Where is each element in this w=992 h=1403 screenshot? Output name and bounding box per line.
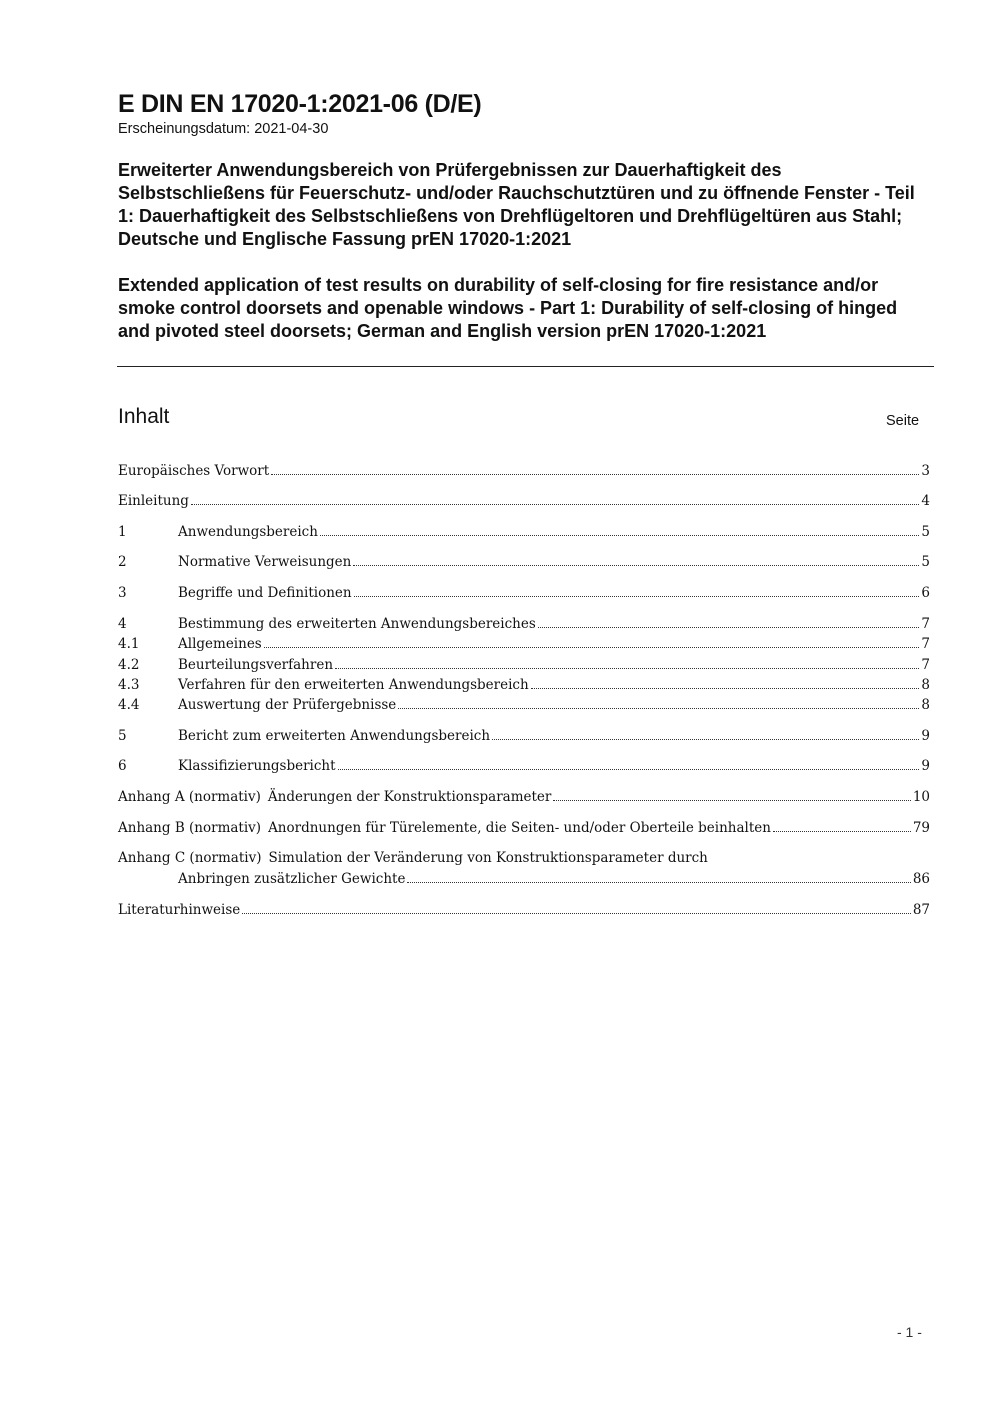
toc-entry-page: 8	[921, 677, 930, 693]
toc-page-label: Seite	[886, 413, 920, 429]
toc-entry-page: 5	[921, 554, 930, 570]
toc-entry-page: 86	[912, 871, 930, 887]
toc-entry-page: 9	[921, 728, 930, 744]
toc-entry[interactable]	[118, 697, 930, 717]
toc-leader	[407, 882, 910, 883]
toc-leader	[264, 647, 920, 648]
toc-leader	[773, 831, 911, 832]
toc-entry-page: 8	[921, 697, 930, 713]
toc-entry-label: Normative Verweisungen	[178, 554, 352, 570]
toc-entry-page: 7	[921, 657, 930, 673]
toc-entry[interactable]	[118, 789, 930, 809]
toc-entry[interactable]	[118, 728, 930, 748]
toc-entry-label: Klassifizierungsbericht	[178, 758, 336, 774]
toc-entry[interactable]	[118, 463, 930, 483]
toc-entry-page: 10	[912, 789, 930, 805]
toc-entry-page: 7	[921, 636, 930, 652]
toc-entry[interactable]	[118, 657, 930, 677]
toc-leader	[191, 504, 919, 505]
toc-entry[interactable]	[118, 902, 930, 922]
toc-entry-label: Begriffe und Definitionen	[178, 585, 352, 601]
toc-leader	[335, 668, 919, 669]
toc-entry-number: 4.3	[118, 677, 140, 693]
toc-entry-label: Allgemeines	[178, 636, 262, 652]
toc-entry-label: Simulation der Veränderung von Konstruktionsparameter durch	[268, 850, 708, 866]
toc-entry-label: Verfahren für den erweiterten Anwendungsbereich	[178, 677, 529, 693]
toc-leader	[338, 769, 920, 770]
toc-entry-number: 4.2	[118, 657, 140, 673]
title-english: Extended application of test results on durability of self-closing for fire resistance and/or smoke control doorsets and openable windows - Part 1: Durability of self-closing of hinged and pivoted steel doorsets; German and English version prEN 17020-1:2021	[118, 275, 898, 341]
toc-entry-page: 79	[912, 820, 930, 836]
toc-entry-page: 87	[912, 902, 930, 918]
toc-entry-number: 5	[118, 728, 127, 744]
title-german: Erweiterter Anwendungsbereich von Prüfergebnissen zur Dauerhaftigkeit des Selbstschließens für Feuerschutz- und/oder Rauchschutztüren und zu öffnende Fenster - Teil 1: Dauerhaftigkeit des Selbstschließens von Drehflügeltoren und Drehflügeltüren aus Stahl; Deutsche und Englische Fassung prEN 17020-1:2021	[118, 160, 915, 249]
toc-entry-label: Anordnungen für Türelemente, die Seiten- und/oder Oberteile beinhalten	[268, 820, 771, 836]
toc-entry-number: 1	[118, 524, 127, 540]
toc-leader	[271, 474, 919, 475]
toc-entry-label: Änderungen der Konstruktionsparameter	[267, 789, 552, 805]
toc-entry-number: Anhang C (normativ)	[118, 850, 262, 866]
toc-entry-page: 4	[921, 493, 930, 509]
toc-entry-page: 5	[921, 524, 930, 540]
toc-entry-page: 6	[921, 585, 930, 601]
toc-entry-page: 9	[921, 758, 930, 774]
toc-leader	[320, 535, 919, 536]
toc-entry[interactable]	[118, 758, 930, 778]
toc-entry-number: Anhang B (normativ)	[118, 820, 262, 836]
toc-entry[interactable]	[118, 493, 930, 513]
toc-entry-label: Einleitung	[118, 493, 189, 509]
toc-entry-number: Anhang A (normativ)	[118, 789, 261, 805]
toc-entry-label-continued: Anbringen zusätzlicher Gewichte	[178, 871, 406, 887]
toc-leader	[242, 913, 911, 914]
title-divider	[117, 366, 934, 367]
toc-entry[interactable]	[118, 524, 930, 544]
toc-entry-number: 4.1	[118, 636, 140, 652]
toc-entry[interactable]	[118, 636, 930, 656]
toc-entry-label: Auswertung der Prüfergebnisse	[178, 697, 397, 713]
toc-leader	[531, 688, 920, 689]
toc-entry-number: 6	[118, 758, 127, 774]
toc-leader	[353, 565, 919, 566]
page-number: - 1 -	[897, 1324, 922, 1340]
toc-entry-number: 4.4	[118, 697, 140, 713]
toc-entry-number: 2	[118, 554, 127, 570]
toc-leader	[398, 708, 919, 709]
toc-entry-label: Literaturhinweise	[118, 902, 241, 918]
toc-leader	[553, 800, 910, 801]
toc-entry-label: Bericht zum erweiterten Anwendungsbereich	[178, 728, 491, 744]
toc-leader	[354, 596, 920, 597]
document-id: E DIN EN 17020-1:2021-06 (D/E)	[118, 90, 482, 118]
toc-entry-label: Beurteilungsverfahren	[178, 657, 334, 673]
toc-leader	[538, 627, 920, 628]
toc-leader	[492, 739, 919, 740]
toc-entry-label: Europäisches Vorwort	[118, 463, 270, 479]
toc-entry[interactable]	[118, 616, 930, 636]
toc-entry-number: 4	[118, 616, 127, 632]
toc-entry[interactable]	[118, 820, 930, 840]
toc-entry[interactable]	[118, 850, 930, 892]
toc-heading: Inhalt	[118, 405, 170, 428]
toc-entry[interactable]	[118, 554, 930, 574]
toc-entry-number: 3	[118, 585, 127, 601]
toc-entry-page: 3	[921, 463, 930, 479]
toc-entry-label: Bestimmung des erweiterten Anwendungsbereiches	[178, 616, 536, 632]
publication-date: Erscheinungsdatum: 2021-04-30	[118, 121, 329, 137]
toc-entry-label: Anwendungsbereich	[178, 524, 318, 540]
toc-entry[interactable]	[118, 677, 930, 697]
toc-entry[interactable]	[118, 585, 930, 605]
toc-entry-page: 7	[921, 616, 930, 632]
